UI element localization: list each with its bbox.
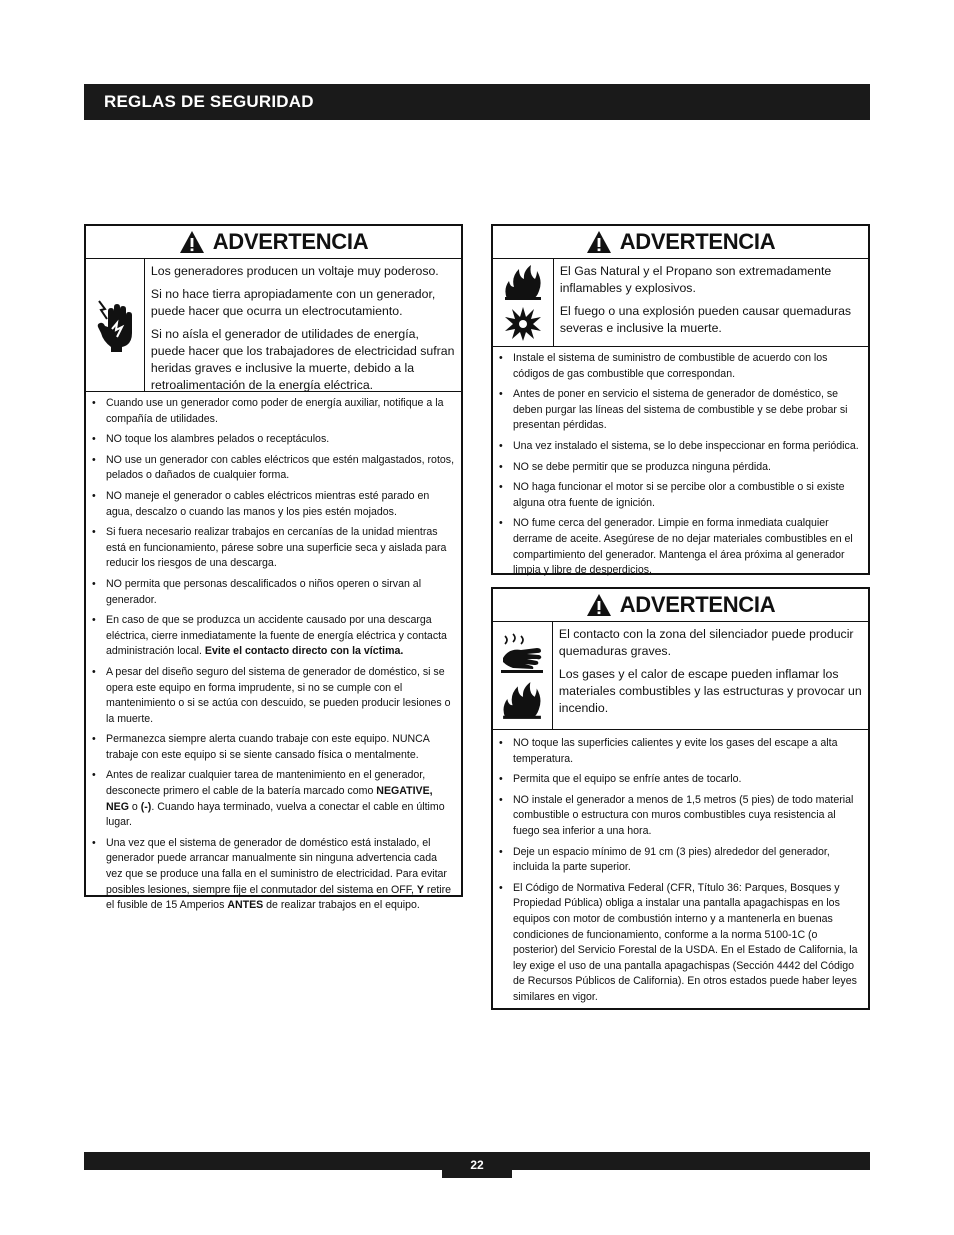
list-item: • Una vez que el sistema de generador de doméstico está instalado, el generador puede arrancar manualmente sin ninguna advertencia cada vez que se produce una falla en el suministro de electricidad. Para evitar posibles lesiones, siempre fije el conmutador del sistema en OFF, Y retire el fusible de 15 Amperios ANTES de realizar trabajos en el equipo. [86,836,455,914]
warning-title: ADVERTENCIA [493,589,868,622]
hazard-text: El fuego o una explosión pueden causar quemaduras severas e inclusive la muerte. [559,304,852,335]
safety-list [493,730,868,1015]
warning-title: ADVERTENCIA [493,226,868,259]
electric-shock-hand-icon [93,297,137,353]
list-item: • A pesar del diseño seguro del sistema de generador de doméstico, si se opera este equipo en forma imprudente, si no se cumple con el mantenimiento o si se actúa con descuido, se pueden producir lesiones o la muerte. [86,665,455,727]
safety-list [86,392,461,923]
list-item: • Antes de realizar cualquier tarea de mantenimiento en el generador, desconecte primero el cable de la batería marcado como NEGATIVE, NEG o (-). Cuando haya terminado, vuelva a conectar el cable en último lugar. [86,768,455,830]
page-number: 22 [442,1152,512,1178]
section-title: REGLAS DE SEGURIDAD [104,92,314,111]
list-item: • Permanezca siempre alerta cuando trabaje con este equipo. NUNCA trabaje con este equipo si se siente cansado física o mentalmente. [86,732,455,763]
hazard-text: Si no aísla el generador de utilidades de energía, puede hacer que los trabajadores de electricidad sufran heridas graves e inclusive la muerte, debido a la retroalimentación de la energía eléctrica. [150,327,455,392]
list-item: • NO toque las superficies calientes y evite los gases del escape a alta temperatura. [493,736,862,767]
list-item: • NO maneje el generador o cables eléctricos mientras esté parado en agua, descalzo o cuando las manos y los pies estén mojados. [86,489,455,520]
list-item: • NO instale el generador a menos de 1,5 metros (5 pies) de todo material combustible o estructura con muros combustibles cuya resistencia al fuego sea inferior a una hora. [493,793,862,840]
list-item: • NO haga funcionar el motor si se percibe olor a combustible o si existe alguna otra fuente de ignición. [493,480,862,511]
fire-icon [503,263,543,301]
list-item: • Instale el sistema de suministro de combustible de acuerdo con los códigos de gas combustible que correspondan. [493,351,862,382]
exhaust-warning-box [491,587,870,1010]
warning-triangle-icon [586,593,612,617]
hazard-text: El contacto con la zona del silenciador puede producir quemaduras graves. [558,627,854,658]
electrical-warning-box [84,224,463,912]
list-item: • NO se debe permitir que se produzca ninguna pérdida. [493,460,862,476]
warning-triangle-icon [586,230,612,254]
hot-surface-hand-icon [499,632,545,674]
list-item: • Permita que el equipo se enfríe antes de tocarlo. [493,772,862,788]
list-item: • NO use un generador con cables eléctricos que estén malgastados, rotos, pelados o dañados de cualquier forma. [86,453,455,484]
hazard-panel [493,622,868,730]
warning-title: ADVERTENCIA [86,226,461,259]
explosion-icon [503,305,543,343]
list-item: • En caso de que se produzca un accidente causado por una descarga eléctrica, cierre inmediatamente la fuente de energía eléctrica y contacta administración local. Evite el contacto directo con la víctima. [86,613,455,660]
list-item: • Cuando use un generador como poder de energía auxiliar, notifique a la compañía de utilidades. [86,396,455,427]
fire-icon [501,680,543,720]
hazard-text: Los gases y el calor de escape pueden inflamar los materiales combustibles y las estructuras y provocar un incendio. [558,667,862,715]
hazard-text: Si no hace tierra apropiadamente con un generador, puede hacer que ocurra un electrocutamiento. [150,287,436,318]
list-item: • Deje un espacio mínimo de 91 cm (3 pies) alrededor del generador, incluida la parte superior. [493,845,862,876]
hazard-panel [493,259,868,347]
hazard-panel [86,259,461,392]
warning-triangle-icon [179,230,205,254]
hazard-text: El Gas Natural y el Propano son extremadamente inflamables y explosivos. [559,264,832,295]
safety-list [493,347,868,588]
list-item: • Antes de poner en servicio el sistema de generador de doméstico, se deben purgar las líneas del sistema de combustible y se debe probar si presentan pérdidas. [493,387,862,434]
section-header [84,84,870,120]
list-item: • El Código de Normativa Federal (CFR, Título 36: Parques, Bosques y Propiedad Pública) obliga a instalar una pantalla apagachispas en los equipos con motor de combustión interno y a mantenerla en buenas condiciones de funcionamiento, conforme a la norma 5100-1C (o posterior) del Servicio Forestal de la USDA. En el Estado de California, la ley exige el uso de una pantalla apagachispas (Sección 4442 del Código de Recursos Públicos de California). En otros estados puede haber leyes similares en vigor. [493,881,862,1006]
fuel-warning-box [491,224,870,575]
list-item: • NO fume cerca del generador. Limpie en forma inmediata cualquier derrame de aceite. Asegúrese de no dejar materiales combustibles en el compartimiento del generador. Mantenga el área próxima al generador limpia y libre de desperdicios. [493,516,862,578]
hazard-text: Los generadores producen un voltaje muy poderoso. [150,264,439,278]
list-item: • Una vez instalado el sistema, se lo debe inspeccionar en forma periódica. [493,439,862,455]
list-item: • NO permita que personas descalificados o niños operen o sirvan al generador. [86,577,455,608]
list-item: • Si fuera necesario realizar trabajos en cercanías de la unidad mientras está en funcionamiento, párese sobre una superficie seca y aislada para reducir los riesgos de una descarga. [86,525,455,572]
list-item: • NO toque los alambres pelados o receptáculos. [86,432,455,448]
